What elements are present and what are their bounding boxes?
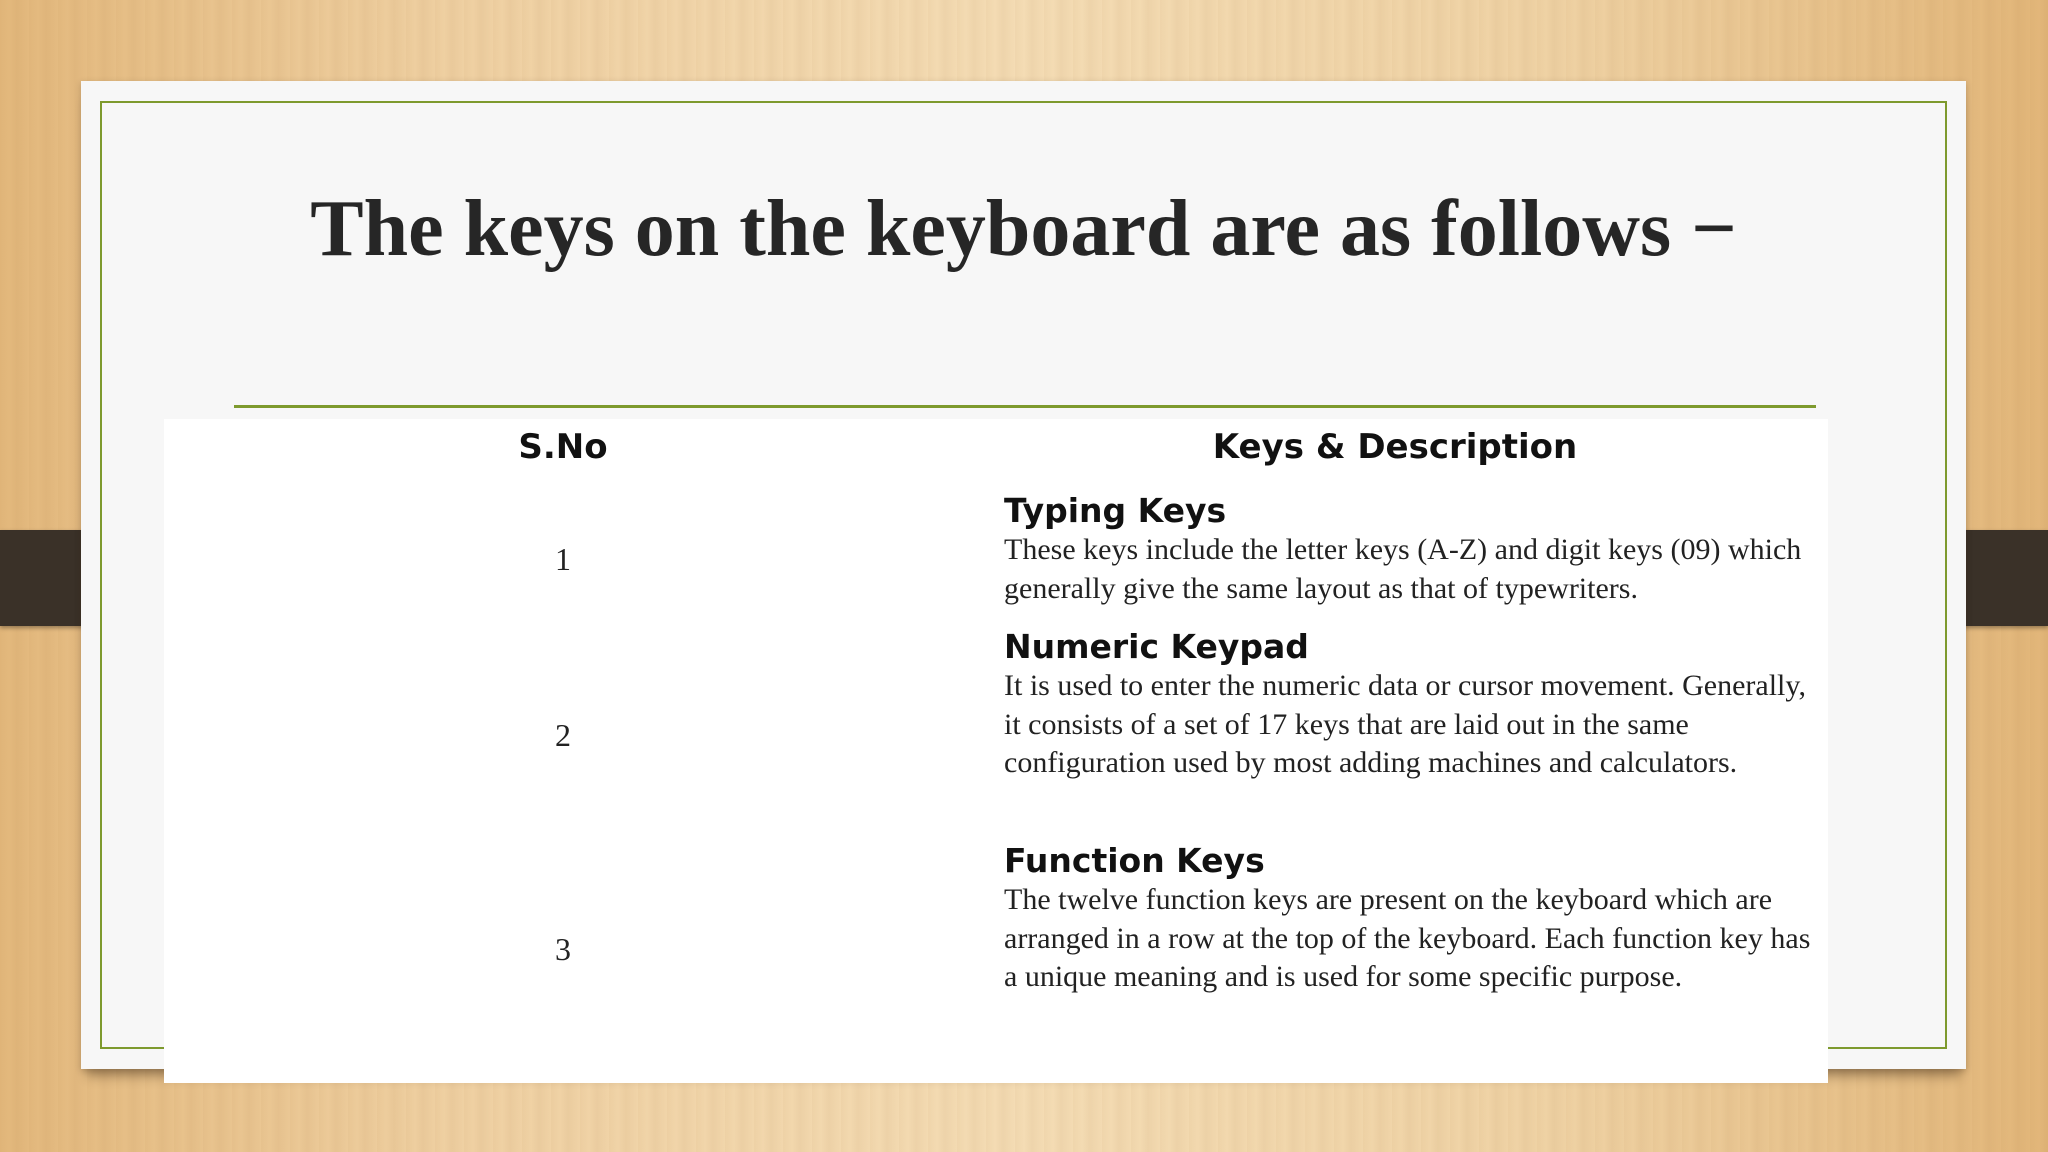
row-number: 1 (555, 541, 571, 577)
keys-table (164, 419, 1828, 1083)
row-number: 2 (555, 717, 571, 753)
key-description-cell (1004, 491, 1814, 608)
slide (81, 81, 1966, 1069)
key-description-cell (1004, 841, 1814, 997)
slide-title: The keys on the keyboard are as follows − (310, 185, 1737, 273)
title-divider (234, 405, 1816, 408)
column-header-sno: S.No (518, 427, 608, 467)
key-category-description: The twelve function keys are present on the keyboard which are arranged in a row at the top of the keyboard. Each function key has a unique meaning and is used for some specific purpose. (1004, 883, 1811, 993)
key-category-description: It is used to enter the numeric data or cursor movement. Generally, it consists of a set of 17 keys that are laid out in the same configuration used by most adding machines and calculators. (1004, 669, 1806, 779)
key-description-cell (1004, 627, 1814, 783)
key-category-name: Typing Keys (1004, 491, 1227, 530)
key-category-name: Numeric Keypad (1004, 627, 1309, 666)
row-number: 3 (555, 931, 571, 967)
key-category-name: Function Keys (1004, 841, 1265, 880)
key-category-description: These keys include the letter keys (A-Z) and digit keys (09) which generally give the same layout as that of typewriters. (1004, 533, 1802, 605)
column-header-keys-description: Keys & Description (1212, 427, 1578, 467)
